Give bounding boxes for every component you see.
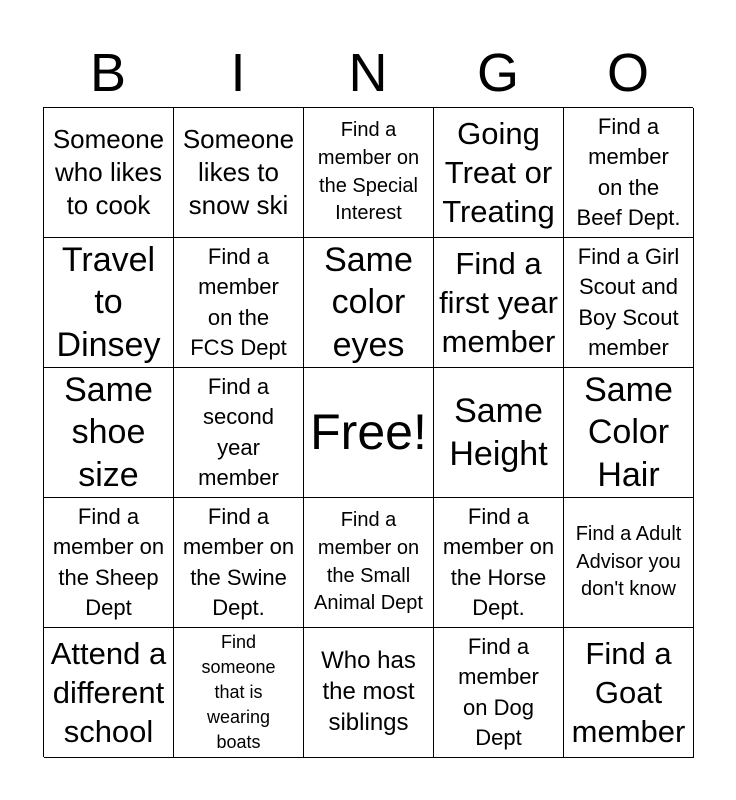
header-letter-n: N — [348, 43, 388, 103]
bingo-cell-r4c2[interactable] — [174, 498, 304, 628]
bingo-cell-r4c3[interactable] — [304, 498, 434, 628]
bingo-cell-text: Find a second year member — [198, 373, 279, 490]
bingo-cell-r5c3[interactable] — [304, 628, 434, 758]
bingo-cell-text: Same Height — [449, 392, 548, 473]
bingo-cell-text: Find a member on the Beef Dept. — [576, 113, 681, 230]
bingo-board — [43, 107, 693, 757]
bingo-cell-r1c4[interactable] — [434, 108, 564, 238]
bingo-cell-text: Find a member on the Special Interest — [317, 119, 420, 225]
bingo-cell-r4c5[interactable] — [564, 498, 694, 628]
bingo-cell-r5c1[interactable] — [44, 628, 174, 758]
bingo-cell-r5c5[interactable] — [564, 628, 694, 758]
header-letter-g: G — [476, 43, 519, 103]
bingo-cell-r1c2[interactable] — [174, 108, 304, 238]
bingo-cell-r5c2[interactable] — [174, 628, 304, 758]
bingo-cell-r4c1[interactable] — [44, 498, 174, 628]
bingo-cell-r2c2[interactable] — [174, 238, 304, 368]
header-letter-o: O — [606, 43, 649, 103]
bingo-cell-text: Find a member on the Sheep Dept — [52, 503, 165, 620]
bingo-cell-text: Attend a different school — [50, 635, 167, 750]
free-space-cell[interactable] — [304, 368, 434, 498]
bingo-cell-text: Free! — [310, 404, 427, 460]
bingo-cell-r1c1[interactable] — [44, 108, 174, 238]
bingo-cell-text: Who has the most siblings — [321, 647, 416, 736]
bingo-cell-text: Find a member on Dog Dept — [458, 633, 539, 750]
bingo-cell-r3c1[interactable] — [44, 368, 174, 498]
bingo-cell-r2c4[interactable] — [434, 238, 564, 368]
bingo-cell-r4c4[interactable] — [434, 498, 564, 628]
bingo-cell-text: Find a first year member — [439, 245, 558, 360]
bingo-cell-r5c4[interactable] — [434, 628, 564, 758]
bingo-cell-r2c3[interactable] — [304, 238, 434, 368]
bingo-cell-r3c4[interactable] — [434, 368, 564, 498]
bingo-cell-text: Find a Goat member — [571, 635, 686, 750]
bingo-cell-text: Travel to Dinsey — [56, 241, 161, 364]
bingo-cell-r2c5[interactable] — [564, 238, 694, 368]
bingo-cell-text: Same shoe size — [64, 371, 153, 494]
bingo-cell-text: Find a member on the Small Animal Dept — [314, 509, 423, 615]
bingo-cell-text: Someone who likes to cook — [52, 123, 165, 221]
bingo-cell-r3c2[interactable] — [174, 368, 304, 498]
bingo-cell-text: Find a member on the Swine Dept. — [182, 503, 295, 620]
bingo-cell-text: Find a Adult Advisor you don't know — [575, 523, 682, 601]
bingo-cell-text: Find a member on the Horse Dept. — [442, 503, 555, 620]
bingo-cell-r1c5[interactable] — [564, 108, 694, 238]
bingo-cell-text: Find someone that is wearing boats — [201, 632, 276, 752]
bingo-cell-text: Going Treat or Treating — [442, 115, 555, 230]
bingo-cell-text: Same color eyes — [324, 241, 413, 364]
header-letter-b: B — [89, 43, 127, 103]
bingo-cell-text: Someone likes to snow ski — [182, 123, 295, 221]
bingo-cell-text: Find a Girl Scout and Boy Scout member — [577, 243, 680, 360]
bingo-cell-r3c5[interactable] — [564, 368, 694, 498]
bingo-cell-r2c1[interactable] — [44, 238, 174, 368]
header-letter-i: I — [230, 43, 246, 103]
bingo-header — [43, 38, 693, 108]
bingo-cell-text: Find a member on the FCS Dept — [190, 243, 287, 360]
bingo-cell-r1c3[interactable] — [304, 108, 434, 238]
bingo-cell-text: Same Color Hair — [584, 371, 673, 494]
